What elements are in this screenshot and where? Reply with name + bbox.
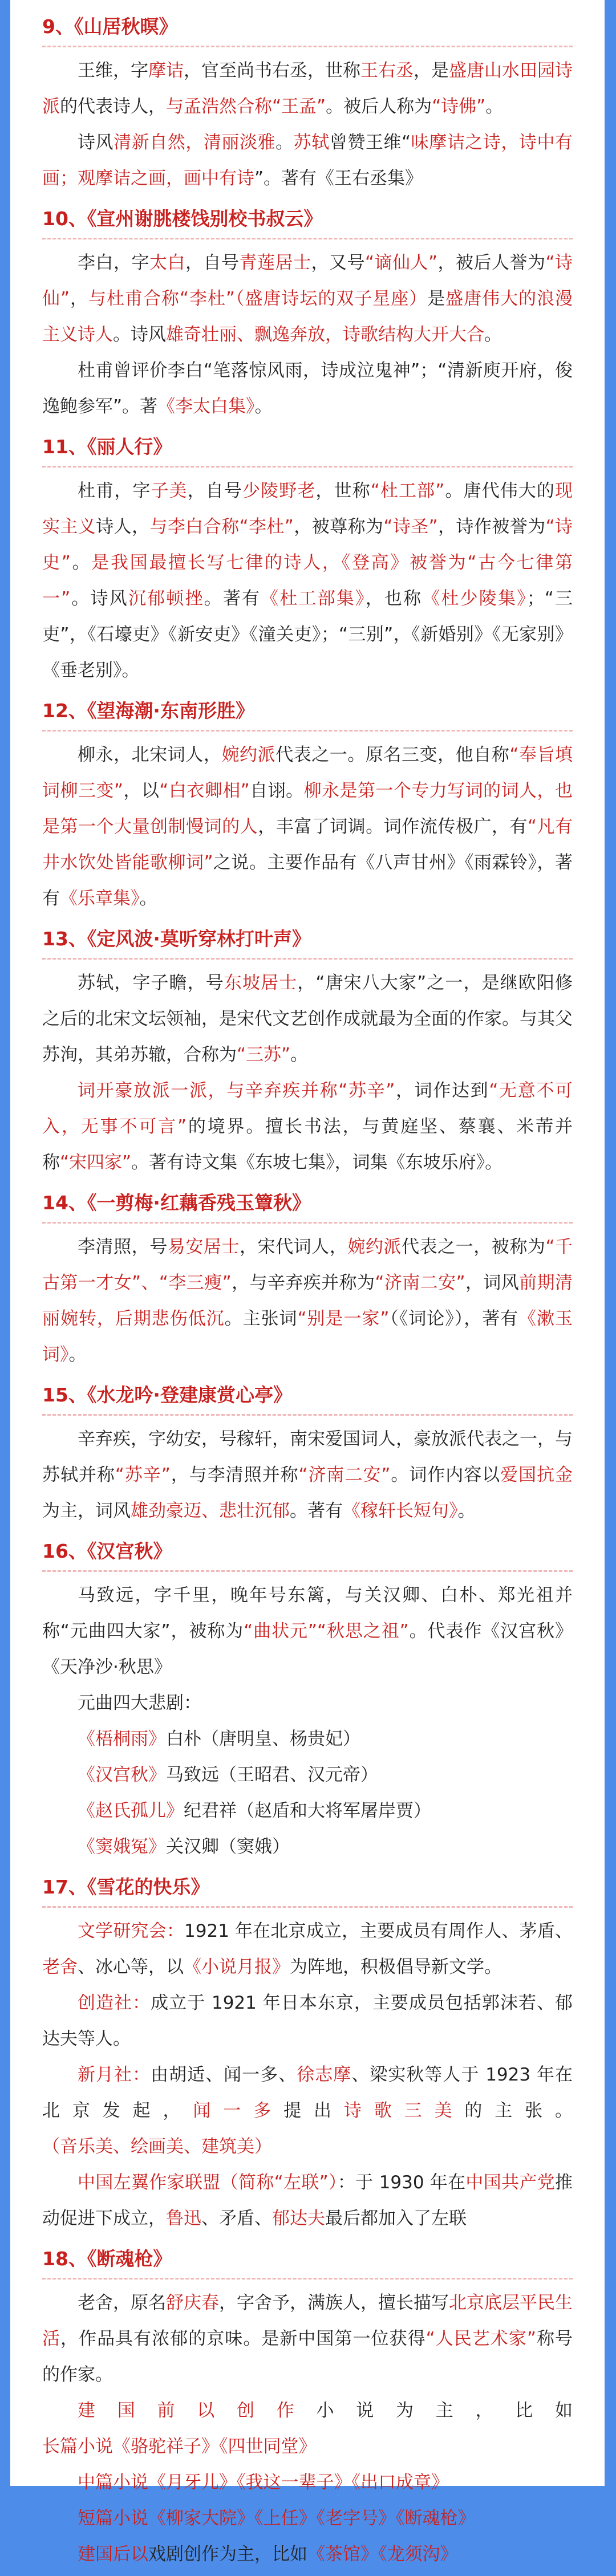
section-title: 9、《山居秋暝》 bbox=[42, 15, 178, 38]
highlight-text: “诗史” bbox=[42, 517, 573, 573]
highlight-text: 子美 bbox=[151, 481, 188, 501]
body-text: 。词作内容以 bbox=[390, 1465, 501, 1485]
poem-section bbox=[42, 1538, 573, 1868]
section-title: 16、《汉宫秋》 bbox=[42, 1540, 172, 1562]
section-title: 10、《宣州谢朓楼饯别校书叔云》 bbox=[42, 208, 323, 230]
highlight-text: 创造社： bbox=[78, 1993, 151, 2013]
body-text: 。 bbox=[485, 96, 504, 117]
highlight-text: “无意不可入，无事不可言” bbox=[42, 1080, 573, 1137]
body-text: 李白，字 bbox=[78, 253, 149, 273]
body-text: ，世称 bbox=[315, 481, 371, 501]
paragraph bbox=[42, 53, 573, 125]
list-item bbox=[42, 1793, 573, 1829]
highlight-text: “济南二安” bbox=[375, 1273, 465, 1293]
paragraph bbox=[42, 1421, 573, 1529]
poem-section bbox=[42, 2246, 573, 2576]
highlight-text: 《茶馆》《龙须沟》 bbox=[307, 2544, 458, 2565]
section-title: 11、《丽人行》 bbox=[42, 436, 172, 458]
highlight-text: （音乐美、绘画美、建筑美） bbox=[42, 2136, 272, 2157]
body-text: 。 bbox=[254, 396, 273, 417]
body-text: ，官至尚书右丞，世称 bbox=[184, 60, 360, 81]
body-text: 。诗风 bbox=[70, 588, 128, 609]
highlight-text: 与杜甫合称“李杜”（盛唐诗坛的双子星座） bbox=[88, 289, 428, 309]
poem-section bbox=[42, 206, 573, 428]
body-text: 。 bbox=[484, 324, 502, 345]
highlight-text: 老舍 bbox=[42, 1957, 78, 1977]
body-text: 元曲四大悲剧： bbox=[78, 1693, 201, 1713]
body-text: 的代表诗人， bbox=[60, 96, 166, 117]
paragraph bbox=[42, 353, 573, 425]
highlight-text: 婉约派 bbox=[221, 745, 276, 765]
paragraph bbox=[42, 2165, 573, 2237]
highlight-text: 盛唐山水田园诗派 bbox=[42, 60, 573, 117]
paragraph bbox=[42, 2393, 573, 2465]
section-title: 12、《望海潮·东南形胜》 bbox=[42, 700, 254, 722]
list-item bbox=[42, 1721, 573, 1757]
paragraph bbox=[42, 1913, 573, 1985]
dashed-divider bbox=[42, 46, 573, 47]
body-text: ，诗作被誉为 bbox=[437, 517, 546, 537]
section-title: 13、《定风波·莫听穿林打叶声》 bbox=[42, 928, 311, 950]
highlight-text: “曲状元”“秋思之祖” bbox=[244, 1621, 409, 1642]
body-text: 李清照，号 bbox=[78, 1237, 168, 1257]
highlight-text: “三苏” bbox=[237, 1045, 291, 1065]
poem-section bbox=[42, 434, 573, 692]
body-text: 关汉卿（窦娥） bbox=[166, 1836, 290, 1857]
body-text: 辛弃疾，字幼安，号稼轩，南宋爱国词人，豪放派代表之一，与苏轼并称 bbox=[42, 1429, 573, 1485]
highlight-text: “济南二安” bbox=[298, 1465, 391, 1485]
body-text: 柳永，北宋词人， bbox=[78, 745, 222, 765]
body-text: 代表之一。原名三变，他自称 bbox=[275, 745, 510, 765]
highlight-text: 前期清丽婉转，后期悲伤低沉 bbox=[42, 1273, 573, 1329]
body-text: ，词作达到 bbox=[395, 1080, 489, 1101]
paragraph bbox=[42, 737, 573, 917]
body-text: 老舍，原名 bbox=[78, 2293, 166, 2313]
paragraph bbox=[42, 1985, 573, 2057]
section-title: 17、《雪花的快乐》 bbox=[42, 1876, 210, 1898]
body-text: 小说为主，比如 bbox=[316, 2400, 573, 2421]
highlight-text: 盛唐伟大的浪漫主义诗人 bbox=[42, 289, 573, 345]
paragraph bbox=[42, 965, 573, 1073]
body-text: 诗人， bbox=[96, 517, 150, 537]
highlight-text: “杜工部” bbox=[370, 481, 445, 501]
body-text: 。诗风 bbox=[113, 324, 166, 345]
highlight-text: 现实主义 bbox=[42, 481, 573, 537]
dashed-divider bbox=[42, 730, 573, 732]
highlight-text: 太白 bbox=[149, 253, 185, 273]
body-text: 。 bbox=[139, 888, 157, 909]
poem-section bbox=[42, 1874, 573, 2240]
highlight-text: 鲁迅 bbox=[166, 2208, 201, 2229]
body-text: 、梁实秋等人于 1923 年在北京发起， bbox=[42, 2065, 573, 2121]
body-text: 代表之一，被称为 bbox=[402, 1237, 546, 1257]
body-text: 、矛盾、 bbox=[201, 2208, 272, 2229]
body-text: 杜甫，字 bbox=[78, 481, 151, 501]
highlight-text: 徐志摩 bbox=[297, 2065, 352, 2085]
poem-section bbox=[42, 1382, 573, 1533]
body-text: 的主张。 bbox=[464, 2100, 573, 2121]
highlight-text: “诗仙” bbox=[42, 253, 573, 309]
body-text: ，又号 bbox=[311, 253, 365, 273]
body-text: 苏轼，字子瞻，号 bbox=[78, 973, 224, 993]
highlight-text: 雄劲豪迈、悲壮沉郁 bbox=[131, 1501, 290, 1521]
highlight-text: “诗圣” bbox=[383, 517, 438, 537]
highlight-text: 清新自然，清丽淡雅 bbox=[114, 132, 276, 153]
highlight-text: 北京底层平民生活 bbox=[42, 2293, 573, 2349]
list-item bbox=[42, 1757, 573, 1793]
paragraph bbox=[42, 2537, 573, 2573]
body-text: 曾赞王维“ bbox=[329, 132, 411, 153]
body-text: 。著有诗文集《东坡七集》，词集《东坡乐府》。 bbox=[131, 1152, 503, 1173]
body-text: ，以 bbox=[123, 781, 160, 801]
body-text: 成立于 1921 年日本东京，主要成员包括郭沫若、郁达夫等人。 bbox=[42, 1993, 573, 2049]
body-text: 最后都加入了左联 bbox=[325, 2208, 467, 2229]
body-text: 马致远（王昭君、汉元帝） bbox=[166, 1765, 378, 1785]
highlight-text: 短篇小说《柳家大院》《上任》《老字号》《断魂枪》 bbox=[78, 2508, 476, 2529]
body-text: ，被尊称为 bbox=[293, 517, 384, 537]
body-text: ，丰富了词调。词作流传极广，有 bbox=[258, 816, 528, 837]
poem-section bbox=[42, 926, 573, 1184]
body-text: 1921 年在北京成立，主要成员有周作人、茅盾、 bbox=[184, 1921, 573, 1941]
body-text: ，也称 bbox=[365, 588, 423, 609]
body-text: （《词论》），著有 bbox=[389, 1309, 519, 1329]
highlight-text: “诗佛” bbox=[432, 96, 486, 117]
body-text: ，字舍予，满族人，擅长描写 bbox=[219, 2293, 449, 2313]
highlight-text: 婉约派 bbox=[347, 1237, 402, 1257]
body-text: 。著有 bbox=[204, 588, 261, 609]
body-text: ；“三吏”，《石壕吏》《新安吏》《潼关吏》；“三别”，《新婚别》《无家别》《垂老别》。 bbox=[42, 588, 573, 681]
highlight-text: 词开豪放派一派，与辛弃疾并称“苏辛” bbox=[78, 1080, 395, 1101]
highlight-text: 青莲居士 bbox=[239, 253, 311, 273]
highlight-text: 《汉宫秋》 bbox=[78, 1765, 166, 1785]
highlight-text: “别是一家” bbox=[297, 1309, 390, 1329]
highlight-text: “人民艺术家” bbox=[425, 2329, 536, 2349]
body-text: 。著有 bbox=[290, 1501, 343, 1521]
paragraph bbox=[42, 2057, 573, 2165]
highlight-text: 苏轼 bbox=[293, 132, 330, 153]
highlight-text: 与李白合称“李杜” bbox=[149, 517, 294, 537]
highlight-text: 中国共产党 bbox=[465, 2172, 556, 2193]
body-text: 推动促进下成立， bbox=[42, 2172, 573, 2229]
body-text: 。主张词 bbox=[224, 1309, 298, 1329]
paragraph bbox=[42, 1229, 573, 1373]
paragraph bbox=[42, 1685, 573, 1721]
poem-section bbox=[42, 698, 573, 920]
body-text: ，词风 bbox=[465, 1273, 520, 1293]
body-text: 。 bbox=[457, 1501, 476, 1521]
paragraph bbox=[42, 125, 573, 197]
highlight-text: 《漱玉词》 bbox=[42, 1309, 573, 1365]
highlight-text: 《杜少陵集》 bbox=[422, 588, 527, 609]
highlight-text: 《梧桐雨》 bbox=[78, 1729, 166, 1749]
highlight-text: 中篇小说《月牙儿》《我这一辈子》《出口成章》 bbox=[78, 2472, 449, 2493]
body-text: 戏剧创作为主，比如 bbox=[148, 2544, 307, 2565]
highlight-text: 《赵氏孤儿》 bbox=[78, 1801, 184, 1821]
highlight-text: 《李太白集》 bbox=[157, 396, 255, 417]
list-item bbox=[42, 1829, 573, 1865]
paragraph bbox=[42, 473, 573, 689]
body-text: 。 bbox=[275, 132, 294, 153]
highlight-text: 《乐章集》 bbox=[60, 888, 140, 909]
highlight-text: 中国左翼作家联盟（简称“左联”） bbox=[78, 2172, 338, 2193]
highlight-text: 雄奇壮丽、飘逸奔放，诗歌结构大开大合 bbox=[166, 324, 484, 345]
highlight-text: “凡有井水饮处皆能歌柳词” bbox=[42, 816, 573, 873]
poem-section bbox=[42, 14, 573, 200]
paragraph bbox=[42, 2285, 573, 2393]
highlight-text: 柳永是第一个专力写词的词人，也是第一个大量创制慢词的人 bbox=[42, 781, 573, 837]
highlight-text: 与孟浩然合称“王孟” bbox=[166, 96, 326, 117]
highlight-text: 新月社： bbox=[78, 2065, 151, 2085]
body-text: 之说。主要作品有《八声甘州》《雨霖铃》，著有 bbox=[42, 852, 573, 909]
body-text: ，自号 bbox=[185, 253, 240, 273]
section-title: 14、《一剪梅·红藕香残玉簟秋》 bbox=[42, 1192, 311, 1214]
body-text: 为阵地，积极倡导新文学。 bbox=[290, 1957, 502, 1977]
body-text: ”。著有《王右丞集》 bbox=[254, 168, 423, 189]
body-text: ，是 bbox=[414, 60, 449, 81]
body-text: ，与李清照并称 bbox=[170, 1465, 299, 1485]
body-text: 的境界。擅长书法，与黄庭坚、蔡襄、米芾并称 bbox=[42, 1116, 573, 1173]
highlight-text: 《小说月报》 bbox=[184, 1957, 290, 1977]
dashed-divider bbox=[42, 1906, 573, 1908]
highlight-text: 摩诘 bbox=[148, 60, 184, 81]
paragraph bbox=[42, 1073, 573, 1181]
body-text: 马致远，字千里，晚年号东篱，与关汉卿、白朴、郑光祖并称“元曲四大家”，被称为 bbox=[42, 1585, 573, 1642]
body-text: ， bbox=[70, 289, 89, 309]
body-text: 。被后人称为 bbox=[326, 96, 432, 117]
highlight-text: 建国后以 bbox=[78, 2544, 148, 2565]
highlight-text: 少陵野老 bbox=[242, 481, 316, 501]
body-text: 。唐代伟大的 bbox=[444, 481, 556, 501]
highlight-text: 舒庆春 bbox=[166, 2293, 219, 2313]
highlight-text: 《稼轩长短句》 bbox=[343, 1501, 458, 1521]
highlight-text: 沉郁顿挫 bbox=[128, 588, 204, 609]
highlight-text: 文学研究会： bbox=[78, 1921, 185, 1941]
dashed-divider bbox=[42, 238, 573, 239]
body-text: 王维，字 bbox=[78, 60, 148, 81]
body-text: 自诩。 bbox=[249, 781, 304, 801]
paragraph bbox=[42, 245, 573, 353]
highlight-text: 王右丞 bbox=[360, 60, 414, 81]
dashed-divider bbox=[42, 958, 573, 960]
body-text: 是 bbox=[427, 289, 446, 309]
body-text: ，宋代词人， bbox=[240, 1237, 348, 1257]
dashed-divider bbox=[42, 1222, 573, 1224]
highlight-text: “千古第一才女”、“李三瘦” bbox=[42, 1237, 573, 1293]
highlight-text: “白衣卿相” bbox=[159, 781, 250, 801]
highlight-text: 郁达夫 bbox=[272, 2208, 325, 2229]
dashed-divider bbox=[42, 2278, 573, 2280]
section-title: 15、《水龙吟·登建康赏心亭》 bbox=[42, 1384, 292, 1406]
highlight-text: 是我国最擅长写七律的诗人，《登高》被誉为“古今七律第一” bbox=[42, 552, 573, 609]
highlight-text: “奉旨填词柳三变” bbox=[42, 745, 573, 801]
body-text: 纪君祥（赵盾和大将军屠岸贾） bbox=[184, 1801, 431, 1821]
dashed-divider bbox=[42, 1414, 573, 1416]
body-text: ，作品具有浓郁的京味。是新中国第一位获得 bbox=[60, 2329, 426, 2349]
highlight-text: 《杜工部集》 bbox=[261, 588, 366, 609]
body-text: 杜甫曾评价李白“笔落惊风雨，诗成泣鬼神”；“清新庾开府，俊逸鲍参军”。著 bbox=[42, 360, 573, 417]
body-text: 。 bbox=[70, 552, 92, 573]
highlight-text: 易安居士 bbox=[167, 1237, 240, 1257]
highlight-text: 长篇小说《骆驼祥子》《四世同堂》 bbox=[42, 2436, 317, 2457]
highlight-text: 味摩诘之诗，诗中有画；观摩诘之画，画中有诗 bbox=[42, 132, 573, 189]
paragraph bbox=[42, 1578, 573, 1685]
body-text: ：于 1930 年在 bbox=[337, 2172, 466, 2193]
body-text: 白朴（唐明皇、杨贵妃） bbox=[166, 1729, 360, 1749]
highlight-text: “苏辛” bbox=[115, 1465, 171, 1485]
body-text: ，被后人誉为 bbox=[437, 253, 546, 273]
highlight-text: “宋四家” bbox=[60, 1152, 132, 1173]
poem-section bbox=[42, 1190, 573, 1376]
highlight-text: 爱国抗金 bbox=[500, 1465, 573, 1485]
highlight-text: 《窦娥冤》 bbox=[78, 1836, 166, 1857]
body-text: ，自号 bbox=[187, 481, 242, 501]
dashed-divider bbox=[42, 1570, 573, 1572]
paragraph bbox=[42, 2465, 573, 2501]
highlight-text: 建国前以创作 bbox=[78, 2400, 317, 2421]
body-text: 由胡适、闻一多、 bbox=[151, 2065, 297, 2085]
body-text: ，与辛弃疾并称为 bbox=[231, 1273, 375, 1293]
highlight-text: 诗歌三美 bbox=[343, 2100, 465, 2121]
body-text: 为主，词风 bbox=[42, 1501, 131, 1521]
section-title: 18、《断魂枪》 bbox=[42, 2248, 172, 2270]
body-text: 。 bbox=[290, 1045, 309, 1065]
body-text: 提出 bbox=[283, 2100, 344, 2121]
body-text: 。代表作《汉宫秋》《天净沙·秋思》 bbox=[42, 1621, 573, 1677]
paragraph bbox=[42, 2501, 573, 2537]
highlight-text: 东坡居士 bbox=[224, 973, 298, 993]
body-text: 、冰心等，以 bbox=[78, 1957, 184, 1977]
body-text: 诗风 bbox=[78, 132, 114, 153]
highlight-text: “谪仙人” bbox=[364, 253, 438, 273]
dashed-divider bbox=[42, 466, 573, 468]
body-text: 。 bbox=[68, 1344, 87, 1365]
highlight-text: 闻一多 bbox=[193, 2100, 284, 2121]
notes-card bbox=[10, 0, 605, 2565]
body-text: ，“唐宋八大家”之一，是继欧阳修之后的北宋文坛领袖，是宋代文艺创作成就最为全面的作家。与其父苏洵，其弟苏辙，合称为 bbox=[42, 973, 573, 1065]
body-text: 称号的作家。 bbox=[42, 2329, 573, 2385]
